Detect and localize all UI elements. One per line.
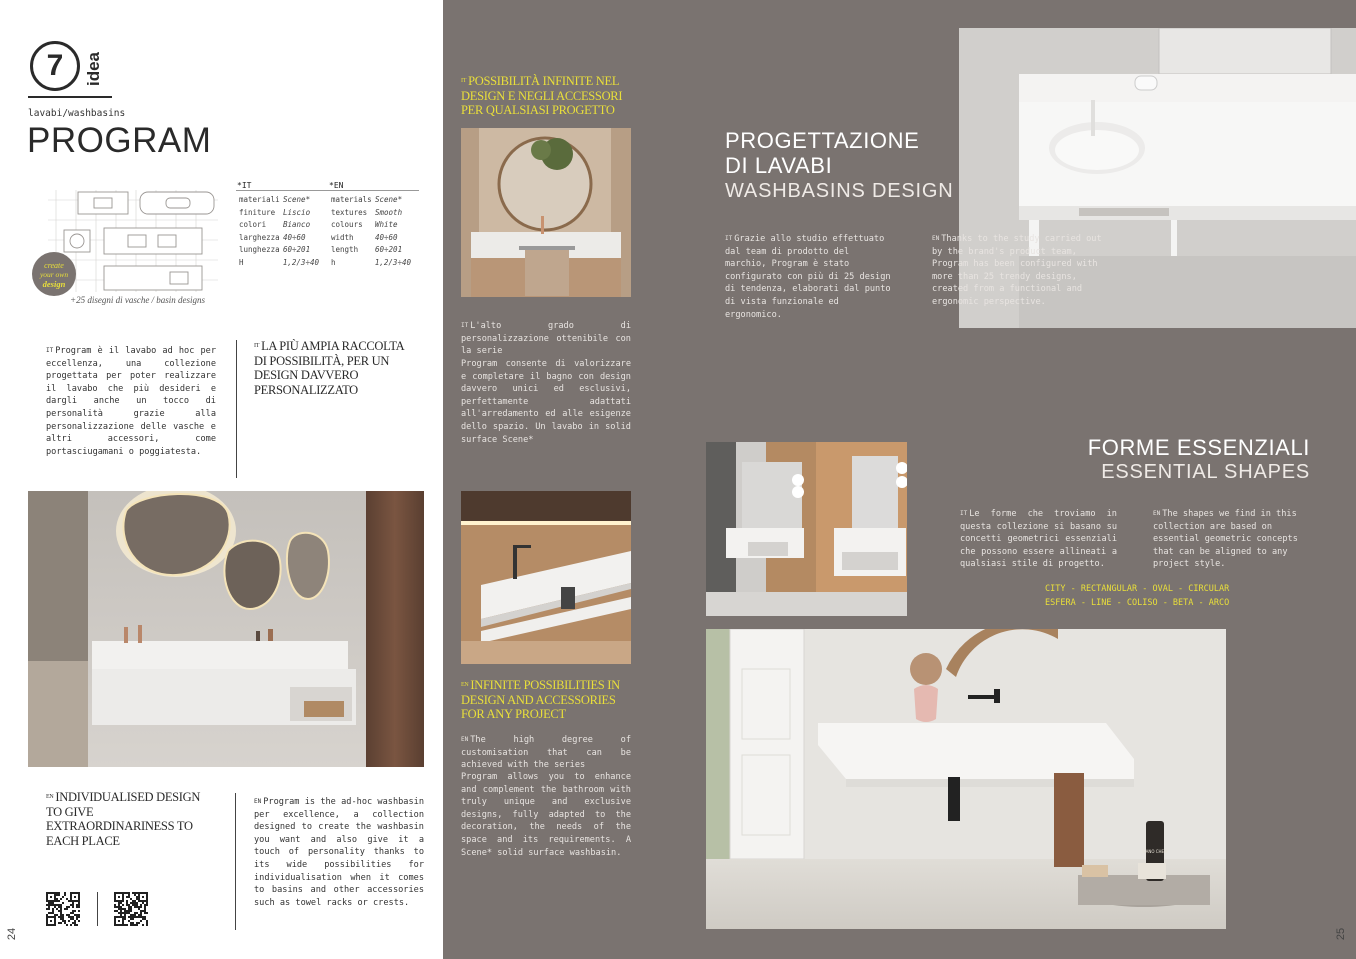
spec-divider [236,190,419,191]
it-shapes-text [960,508,1117,571]
spec-key: colori [239,220,267,229]
lang-it-marker: IT [461,322,469,329]
svg-text:design: design [42,279,66,289]
spec-key: larghezza [239,232,280,242]
spec-value: Scene* [283,195,311,204]
lang-en-marker: EN [254,798,262,805]
basin-designs-caption: +25 disegni di vasche / basin designs [70,295,206,305]
lang-it-marker: IT [461,78,467,84]
design-subtitle: WASHBASINS DESIGN [725,180,954,202]
spec-row [239,232,319,245]
lang-it-marker: IT [254,343,260,349]
lang-it-marker: IT [960,510,968,517]
spec-key: width [331,232,354,242]
spec-value: 1,2/3÷40 [374,257,411,267]
en-shapes-text [1153,508,1310,571]
shapes-subtitle: ESSENTIAL SHAPES [1101,461,1310,483]
page-title: PROGRAM [27,121,212,160]
lang-en-marker: EN [932,235,940,242]
page-number-left: 24 [6,927,19,941]
badge-divider [28,96,112,98]
idea-word: idea [84,51,103,86]
spec-key: materiali [239,195,280,204]
lang-it-marker: IT [46,347,54,354]
spec-row [331,207,411,220]
round-mirror-art [461,128,631,297]
spec-key: finiture [239,207,276,217]
en-text-divider [235,793,236,930]
spec-row [331,232,411,245]
long-basin-art [461,491,631,664]
spec-key: lunghezza [239,245,280,254]
spec-row [239,194,319,207]
bathroom-photo-mirrors [28,491,424,767]
spec-row [239,207,319,220]
qr-code-it[interactable] [46,892,80,926]
idea-number: 7 [46,49,64,82]
it-intro-text [46,345,216,458]
spec-row [239,244,319,257]
design-title-line1: PROGETTAZIONE [725,128,920,153]
spec-key: textures [331,207,368,217]
en-infinite-heading-text: INFINITE POSSIBILITIES IN DESIGN AND ACCESSORIES FOR ANY PROJECT [461,678,620,721]
svg-text:create: create [44,261,64,270]
spec-row [239,219,319,232]
shapes-list-line2: ESFERA - LINE - COLISO - BETA - ARCO [1045,598,1230,608]
it-infinite-heading-text: POSSIBILITÀ INFINITE NEL DESIGN E NEGLI ACCESSORI PER QUALSIASI PROGETTO [461,74,623,117]
spec-en-table [331,194,411,269]
shapes-title: FORME ESSENZIALI [1087,435,1310,460]
it-text-divider [236,340,237,478]
it-intro-body: Program è il lavabo ad hoc per eccellenza, una collezione progettata per poter realizzare il lavabo che più desideri e dargli anche un tocco di personalità grazie alla personalizzazione delle vasche e altri accessori, come portasciugamani o poggiatesta. [46,346,216,457]
spec-row [331,257,411,270]
two-basins-art [706,442,907,616]
idea-number-badge [30,41,80,91]
spec-value: White [375,220,398,229]
spec-key: H [239,257,244,267]
en-infinite-lead [461,734,631,772]
photo-long-basin [461,491,631,664]
spec-row [239,257,319,270]
en-infinite-body: Program allows you to enhance and complement the bathroom with truly unique and exclusive designs, fully adapted to the decoration, the needs of the space and its requirements. A Scene* solid surface washbasin. [461,772,631,858]
design-title-line2: DI LAVABI [725,153,833,178]
it-heading [254,339,414,397]
photo-two-basins [706,442,907,616]
en-design-text-body: Thanks to the study carried out by the brand's product team, Program has been configured with more than 25 trendy designs, created from a functional and ergonomic perspective. [932,234,1102,307]
lang-en-marker: EN [461,736,469,743]
spec-value: 1,2/3÷40 [282,257,319,267]
en-heading-text: INDIVIDUALISED DESIGN TO GIVE EXTRAORDINARINESS TO EACH PLACE [46,790,201,848]
en-shapes-text-body: The shapes we find in this collection are based on essential geometric concepts that can be aligned to any project style. [1153,509,1298,570]
spec-value: Smooth [375,207,403,217]
lang-it-marker: IT [725,235,733,242]
it-infinite-lead-text: L'alto grado di personalizzazione ottenibile con la serie [461,321,631,357]
lang-en-marker: EN [1153,510,1161,517]
spec-row [331,244,411,257]
spec-key: length [331,245,359,254]
it-design-text-body: Grazie allo studio effettuato dal team di prodotto del marchio, Program è stato configurato con più di 25 design di tendenza, elaborati dal punto di vista funzionale ed ergonomico. [725,234,891,320]
photo-floating-basin [706,629,1226,929]
spec-row [331,194,411,207]
spec-value: Scene* [375,195,403,204]
en-intro-text [254,796,424,909]
en-intro-body: Program is the ad-hoc washbasin per excellence, a collection designed to create the washbasin you want and also give it a touch of personality thanks to its wide possibilities for individualisation when it comes to basins and other accessories such as towel racks or crests. [254,797,424,908]
spec-value: 60÷201 [283,245,311,254]
spec-value: 40÷60 [283,232,306,242]
tube-label: GANO CHEM [1142,849,1168,854]
it-shapes-text-body: Le forme che troviamo in questa collezione si basano su concetti geometrici essenziali che possono essere allineati a qualsiasi stile di progetto. [960,509,1117,570]
spec-en-label: *EN [329,181,344,190]
en-infinite-lead-text: The high degree of customisation that can be achieved with the series [461,735,631,771]
qr-code-en[interactable] [114,892,148,926]
spec-value: Bianco [283,220,311,229]
spec-row [331,219,411,232]
en-design-text [932,233,1104,309]
en-infinite-heading [461,678,641,722]
spec-value: 40÷60 [375,232,398,242]
basin-designs-diagram [28,186,220,296]
spec-value: Liscio [283,207,311,217]
it-infinite-lead [461,320,631,358]
floating-basin-art [706,629,1226,929]
it-infinite-heading [461,74,641,118]
bathroom-photo-art [28,491,424,767]
spec-it-table [239,194,319,269]
category-label: lavabi/washbasins [28,108,126,119]
shapes-list-line1: CITY - RECTANGULAR - OVAL - CIRCULAR [1045,584,1230,594]
it-design-text [725,233,895,321]
lang-en-marker: EN [461,682,469,688]
spec-key: colours [331,220,363,229]
spec-key: h [331,257,336,267]
photo-round-mirror [461,128,631,297]
en-heading [46,790,216,848]
design-title [725,128,919,178]
spec-key: materials [331,195,372,204]
page-number-right: 25 [1335,927,1348,941]
svg-text:your own: your own [39,270,69,279]
it-heading-text: LA PIÙ AMPIA RACCOLTA DI POSSIBILITÀ, PER UN DESIGN DAVVERO PERSONALIZZATO [254,339,404,397]
qr-divider [97,892,98,926]
it-infinite-body: Program consente di valorizzare e completare il bagno con design davvero unici ed esclusivi, perfettamente adattati all'arredamento ed alle esigenze dello spazio. Un lavabo in solid surface Scene* [461,359,631,445]
spec-it-label: *IT [237,181,252,190]
spec-value: 60÷201 [375,245,403,254]
lang-en-marker: EN [46,794,54,800]
